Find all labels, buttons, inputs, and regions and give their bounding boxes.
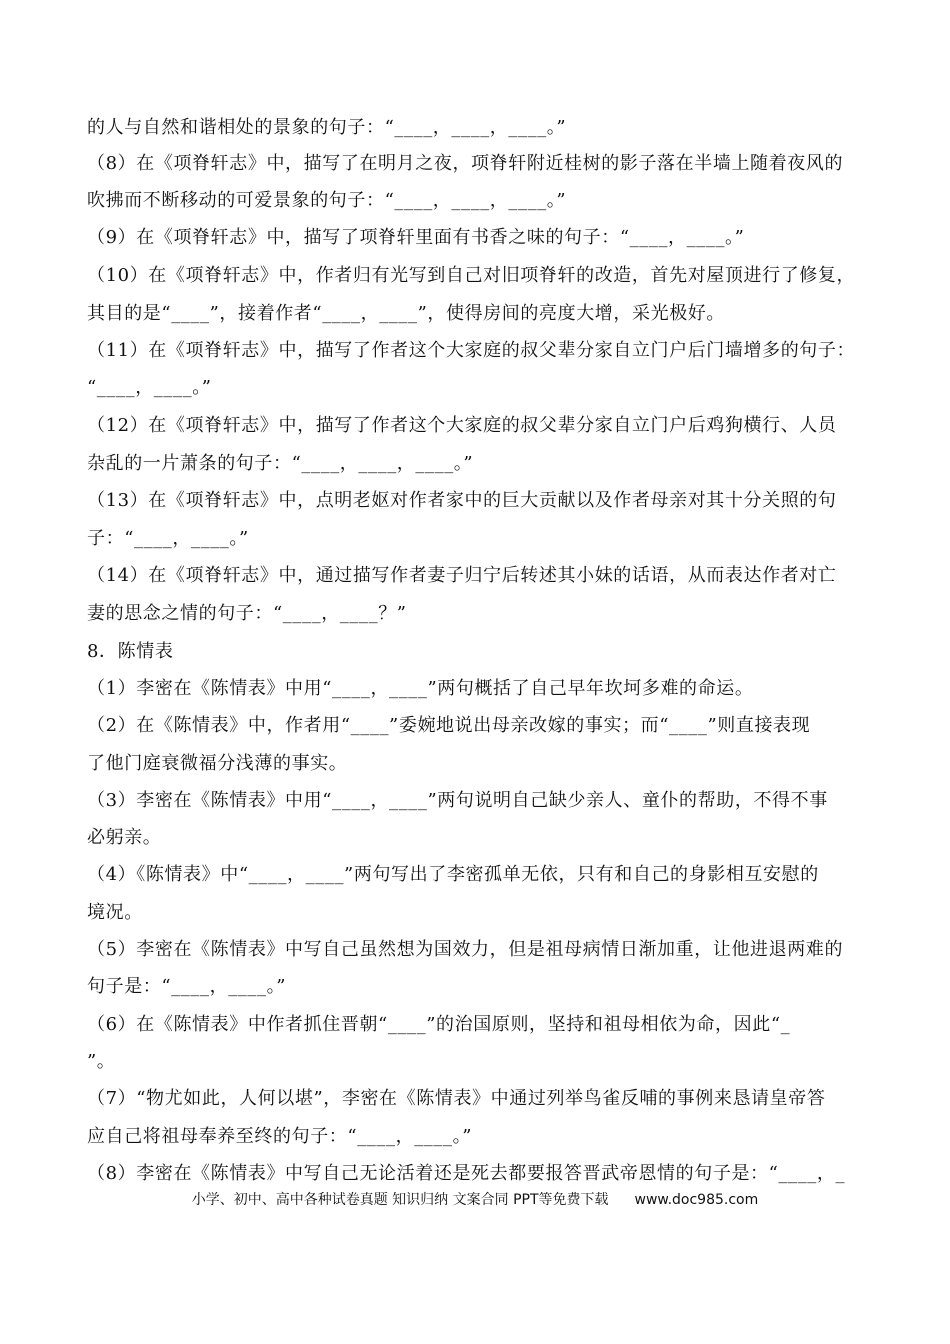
text-line: 其目的是“____”，接着作者“____，____”，使得房间的亮度大增，采光极好。: [87, 303, 726, 324]
text-line: 了他门庭衰微福分浅薄的事实。: [87, 753, 348, 774]
text-line: （4）《陈情表》中“____，____”两句写出了李密孤单无依，只有和自己的身影相互安慰的: [87, 864, 819, 885]
text-line: 子：“____，____。”: [87, 528, 249, 549]
text-line: （5）李密在《陈情表》中写自己虽然想为国效力，但是祖母病情日渐加重，让他进退两难的: [87, 939, 844, 960]
footer-text: 小学、初中、高中各种试卷真题 知识归纳 文案合同 PPT等免费下载: [191, 1192, 609, 1208]
text-line: （3）李密在《陈情表》中用“____，____”两句说明自己缺少亲人、童仆的帮助，不得不事: [87, 790, 828, 811]
text-line: 的人与自然和谐相处的景象的句子：“____，____，____。”: [87, 117, 567, 138]
text-line: 句子是：“____，____。”: [87, 976, 287, 997]
text-line: （1）李密在《陈情表》中用“____，____”两句概括了自己早年坎坷多难的命运。: [87, 678, 754, 699]
text-line: （2）在《陈情表》中，作者用“____”委婉地说出母亲改嫁的事实；而“____”则直接表现: [87, 715, 811, 736]
section-heading: 8．陈情表: [87, 641, 174, 662]
text-line: （12）在《项脊轩志》中，描写了作者这个大家庭的叔父辈分家自立门户后鸡狗横行、人员: [87, 415, 837, 436]
text-line: （9）在《项脊轩志》中，描写了项脊轩里面有书香之味的句子：“____，____。”: [87, 227, 745, 248]
text-line: 境况。: [87, 902, 143, 923]
text-line: （11）在《项脊轩志》中，描写了作者这个大家庭的叔父辈分家自立门户后门墙增多的句子：: [87, 340, 856, 361]
text-line: （10）在《项脊轩志》中，作者归有光写到自己对旧项脊轩的改造，首先对屋顶进行了修复，: [87, 265, 856, 286]
text-line: 吹拂而不断移动的可爱景象的句子：“____，____，____。”: [87, 190, 567, 211]
text-line: （7）“物尤如此，人何以堪”，李密在《陈情表》中通过列举鸟雀反哺的事例来恳请皇帝答: [87, 1088, 826, 1109]
text-line: ”。: [87, 1051, 116, 1072]
text-line: （6）在《陈情表》中作者抓住晋朝“____”的治国原则，坚持和祖母相依为命，因此“_: [87, 1014, 791, 1035]
text-line: （13）在《项脊轩志》中，点明老妪对作者家中的巨大贡献以及作者母亲对其十分关照的句: [87, 490, 837, 511]
text-line: 杂乱的一片萧条的句子：“____，____，____。”: [87, 453, 474, 474]
text-line: 必躬亲。: [87, 827, 162, 848]
page-footer: [0, 1190, 950, 1210]
text-line: （8）在《项脊轩志》中，描写了在明月之夜，项脊轩附近桂树的影子落在半墙上随着夜风的: [87, 153, 844, 174]
footer-url[interactable]: www.doc985.com: [634, 1192, 759, 1208]
text-line: （14）在《项脊轩志》中，通过描写作者妻子归宁后转述其小妹的话语，从而表达作者对亡: [87, 565, 837, 586]
text-line: “____，____。”: [87, 377, 212, 398]
text-line: 应自己将祖母奉养至终的句子：“____，____。”: [87, 1126, 473, 1147]
text-line: （8）李密在《陈情表》中写自己无论活着还是死去都要报答晋武帝恩情的句子是：“____，_: [87, 1163, 846, 1184]
text-line: 妻的思念之情的句子：“____，____？”: [87, 603, 407, 624]
